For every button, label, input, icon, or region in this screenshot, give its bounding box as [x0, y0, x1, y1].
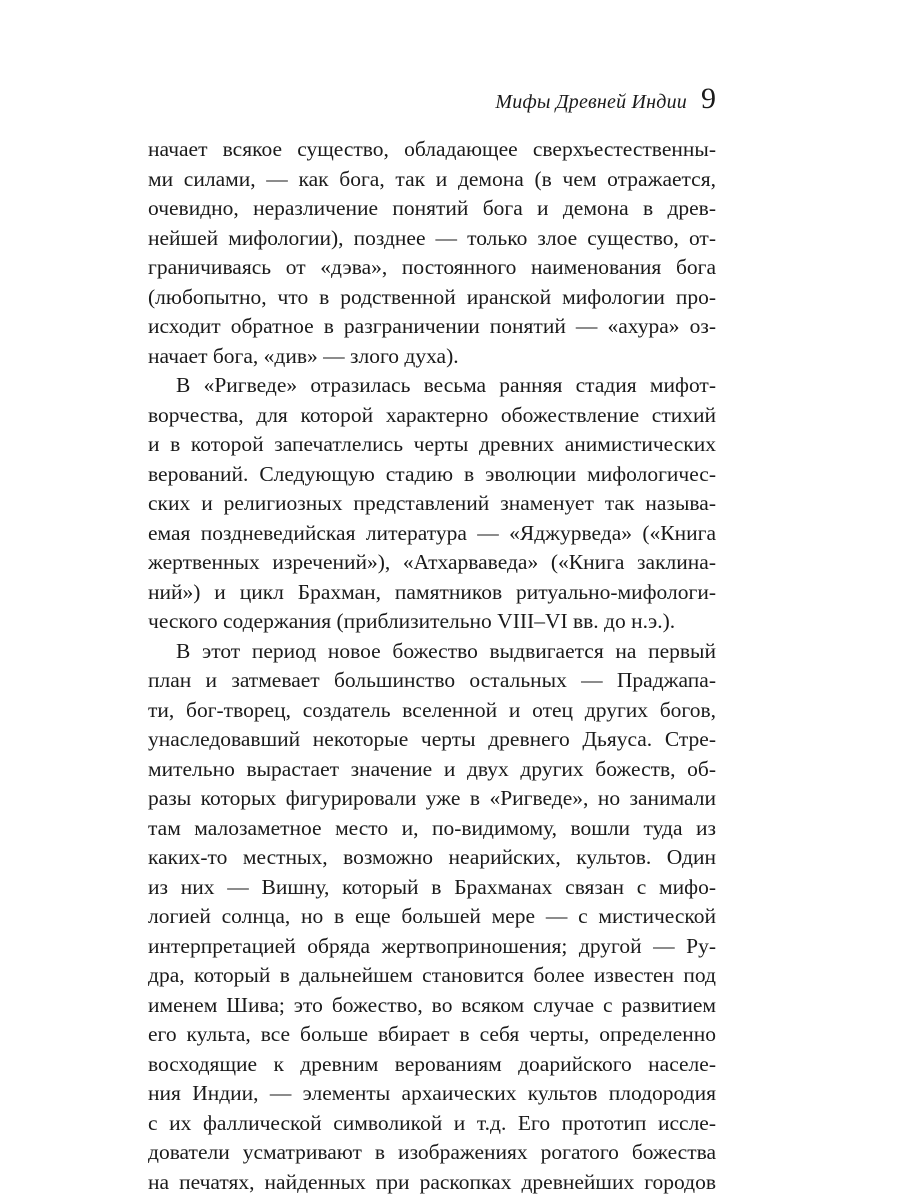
running-title: Мифы Древней Индии: [495, 91, 687, 113]
text-line: ми силами, — как бога, так и демона (в чем отражается,: [148, 166, 716, 191]
text-line: ния Индии, — элементы архаических культов плодородия: [148, 1081, 716, 1105]
text-line: с их фаллической символикой и т.д. Его прототип иссле-: [148, 1110, 716, 1135]
text-line: унаследовавший некоторые черты древнего Дьяуса. Стре-: [148, 727, 716, 751]
text-line: нейшей мифологии), позднее — только злое существо, от-: [148, 225, 716, 250]
text-line: именем Шива; это божество, во всяком случае с развитием: [148, 992, 716, 1017]
body-text: [148, 135, 716, 1197]
text-line: граничиваясь от «дэва», постоянного наименования бога: [148, 255, 716, 279]
text-line: В этот период новое божество выдвигается на первый: [176, 638, 716, 663]
running-head: [148, 84, 716, 124]
text-line: очевидно, неразличение понятий бога и демона в древ-: [148, 196, 716, 220]
paragraph-1: [148, 135, 716, 371]
text-line: жертвенных изречений»), «Атхарваведа» («Книга заклина-: [148, 550, 716, 574]
text-line: из них — Вишну, который в Брахманах связан с мифо-: [148, 874, 716, 899]
text-line: ских и религиозных представлений знаменует так называ-: [148, 491, 716, 515]
text-line: и в которой запечатлелись черты древних анимистических: [148, 432, 716, 456]
text-line: (любопытно, что в родственной иранской мифологии про-: [148, 284, 716, 309]
text-line: каких-то местных, возможно неарийских, культов. Один: [148, 845, 716, 869]
text-line: ворчества, для которой характерно обожествление стихий: [148, 402, 716, 427]
text-line: ческого содержания (приблизительно VIII–VI вв. до н.э.).: [148, 609, 676, 633]
paragraph-2: [148, 371, 716, 637]
text-line: на печатях, найденных при раскопках древнейших городов: [148, 1169, 716, 1194]
text-line: ний») и цикл Брахман, памятников ритуально-мифологи-: [148, 579, 716, 604]
page-number: 9: [701, 82, 716, 115]
text-line: начает бога, «див» — злого духа).: [148, 343, 459, 368]
paragraph-3: [148, 637, 716, 1198]
text-line: разы которых фигурировали уже в «Ригведе», но занимали: [148, 786, 716, 810]
text-line: интерпретацией обряда жертвоприношения; другой — Ру-: [148, 933, 716, 958]
text-line: дра, который в дальнейшем становится более известен под: [148, 963, 716, 987]
text-line: восходящие к древним верованиям доарийского населе-: [148, 1051, 716, 1076]
text-line: дователи усматривают в изображениях рогатого божества: [148, 1140, 716, 1164]
text-line: его культа, все больше вбирает в себя черты, определенно: [148, 1022, 716, 1046]
text-line: там малозаметное место и, по-видимому, вошли туда из: [148, 815, 716, 840]
text-line: верований. Следующую стадию в эволюции мифологичес-: [148, 461, 716, 486]
text-line: В «Ригведе» отразилась весьма ранняя стадия мифот-: [176, 373, 716, 397]
text-line: начает всякое существо, обладающее сверхъестественны-: [148, 137, 716, 161]
text-line: мительно вырастает значение и двух других божеств, об-: [148, 756, 716, 781]
text-line: емая поздневедийская литература — «Яджурведа» («Книга: [148, 520, 716, 545]
text-line: ти, бог-творец, создатель вселенной и отец других богов,: [148, 697, 716, 722]
text-line: план и затмевает большинство остальных — Праджапа-: [148, 668, 716, 692]
text-line: логией солнца, но в еще большей мере — с мистической: [148, 904, 716, 928]
text-line: исходит обратное в разграничении понятий — «ахура» оз-: [148, 314, 716, 338]
